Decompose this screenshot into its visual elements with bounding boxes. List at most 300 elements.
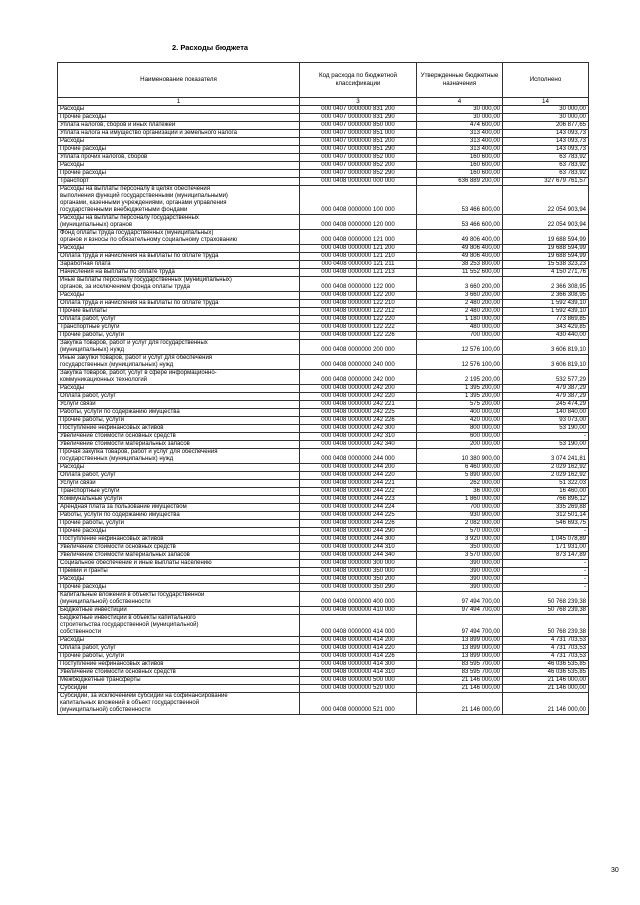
- table-row: [58, 230, 589, 245]
- row-code: 000 0408 0000000 242 310: [300, 433, 417, 441]
- row-name: Заработная плата: [58, 261, 300, 269]
- row-code: 000 0408 0000000 410 000: [300, 607, 417, 615]
- row-executed: 143 093,73: [503, 146, 589, 154]
- row-executed: 327 679 761,57: [503, 178, 589, 186]
- row-code: 000 0408 0000000 414 220: [300, 645, 417, 653]
- row-code: 000 0408 0000000 244 221: [300, 480, 417, 488]
- row-executed: 140 840,00: [503, 409, 589, 417]
- table-row: [58, 560, 589, 568]
- row-code: 000 0408 0000000 414 000: [300, 615, 417, 637]
- page-number: 30: [611, 867, 619, 874]
- row-code: 000 0408 0000000 122 220: [300, 316, 417, 324]
- row-approved: 3 570 000,00: [417, 552, 503, 560]
- row-code: 000 0408 0000000 121 210: [300, 253, 417, 261]
- row-code: 000 0407 0000000 851 290: [300, 146, 417, 154]
- row-executed: 50 768 239,38: [503, 615, 589, 637]
- row-name: Оплата работ, услуг: [58, 472, 300, 480]
- row-name: Уплата прочих налогов, сборов: [58, 154, 300, 162]
- row-executed: 19 688 594,99: [503, 253, 589, 261]
- row-code: 000 0407 0000000 852 200: [300, 162, 417, 170]
- row-approved: 11 552 600,00: [417, 269, 503, 277]
- row-approved: 30 000,00: [417, 106, 503, 114]
- row-executed: 21 146 000,00: [503, 677, 589, 685]
- row-approved: 2 082 000,00: [417, 520, 503, 528]
- row-code: 000 0408 0000000 242 226: [300, 417, 417, 425]
- table-row: [58, 122, 589, 130]
- row-name: Межбюджетные трансферты: [58, 677, 300, 685]
- table-row: [58, 669, 589, 677]
- row-approved: 49 806 400,00: [417, 253, 503, 261]
- row-approved: 262 000,00: [417, 480, 503, 488]
- row-approved: 480 000,00: [417, 324, 503, 332]
- row-code: 000 0408 0000000 244 000: [300, 449, 417, 464]
- row-executed: 873 147,89: [503, 552, 589, 560]
- row-name: Прочие расходы: [58, 170, 300, 178]
- row-executed: 46 036 535,85: [503, 661, 589, 669]
- row-name: Увеличение стоимости основных средств: [58, 433, 300, 441]
- section-title: 2. Расходы бюджета: [172, 43, 249, 52]
- row-code: 000 0408 0000000 414 310: [300, 669, 417, 677]
- table-row: [58, 300, 589, 308]
- row-name: Закупка товаров, работ и услуг для государственных (муниципальных) нужд: [58, 340, 300, 355]
- row-approved: 1 860 000,00: [417, 496, 503, 504]
- row-approved: 390 000,00: [417, 568, 503, 576]
- row-executed: 479 387,29: [503, 393, 589, 401]
- row-executed: -: [503, 433, 589, 441]
- table-row: [58, 106, 589, 114]
- row-code: 000 0408 0000000 122 200: [300, 292, 417, 300]
- row-executed: 143 093,73: [503, 130, 589, 138]
- row-approved: 21 146 000,00: [417, 677, 503, 685]
- row-name: Увеличение стоимости материальных запасов: [58, 441, 300, 449]
- row-name: Увеличение стоимости основных средств: [58, 669, 300, 677]
- row-executed: 53 190,00: [503, 441, 589, 449]
- row-approved: 13 899 000,00: [417, 645, 503, 653]
- row-executed: 63 783,92: [503, 154, 589, 162]
- row-code: 000 0408 0000000 200 000: [300, 340, 417, 355]
- row-approved: 313 400,00: [417, 138, 503, 146]
- row-executed: 15 538 323,23: [503, 261, 589, 269]
- row-executed: 245 474,29: [503, 401, 589, 409]
- table-row: [58, 464, 589, 472]
- colnum-name: 1: [58, 98, 300, 106]
- row-approved: 2 480 200,00: [417, 300, 503, 308]
- row-name: Оплата труда и начисления на выплаты по оплате труда: [58, 253, 300, 261]
- row-name: Иные закупки товаров, работ и услуг для обеспечения государственных (муниципальных) нужд: [58, 355, 300, 370]
- table-row: [58, 138, 589, 146]
- row-code: 000 0408 0000000 414 200: [300, 637, 417, 645]
- row-code: 000 0407 0000000 851 000: [300, 130, 417, 138]
- table-row: [58, 162, 589, 170]
- row-name: Расходы: [58, 106, 300, 114]
- row-code: 000 0408 0000000 242 340: [300, 441, 417, 449]
- row-executed: 773 869,85: [503, 316, 589, 324]
- row-name: Прочие работы, услуги: [58, 417, 300, 425]
- row-approved: 636 889 200,00: [417, 178, 503, 186]
- row-approved: 575 200,00: [417, 401, 503, 409]
- row-name: Уплата налога на имущество организаций и земельного налога: [58, 130, 300, 138]
- row-name: Премии и гранты: [58, 568, 300, 576]
- row-code: 000 0408 0000000 121 211: [300, 261, 417, 269]
- table-row: [58, 409, 589, 417]
- row-approved: 2 195 200,00: [417, 370, 503, 385]
- row-approved: 83 595 700,00: [417, 661, 503, 669]
- row-executed: 143 093,73: [503, 138, 589, 146]
- row-approved: 13 899 000,00: [417, 637, 503, 645]
- table-row: [58, 215, 589, 230]
- row-approved: 160 600,00: [417, 154, 503, 162]
- row-executed: 4 150 271,76: [503, 269, 589, 277]
- row-approved: 97 494 700,00: [417, 607, 503, 615]
- row-name: Арендная плата за пользование имуществом: [58, 504, 300, 512]
- row-code: 000 0408 0000000 121 213: [300, 269, 417, 277]
- table-row: [58, 615, 589, 637]
- row-approved: 36 000,00: [417, 488, 503, 496]
- row-executed: 19 688 594,99: [503, 245, 589, 253]
- row-code: 000 0408 0000000 244 200: [300, 464, 417, 472]
- row-code: 000 0408 0000000 244 226: [300, 520, 417, 528]
- colnum-approved: 4: [417, 98, 503, 106]
- row-approved: 570 000,00: [417, 528, 503, 536]
- table-row: [58, 520, 589, 528]
- table-row: [58, 114, 589, 122]
- row-approved: 97 494 700,00: [417, 615, 503, 637]
- column-number-row: [58, 98, 589, 106]
- row-executed: 430 440,00: [503, 332, 589, 340]
- row-code: 000 0408 0000000 350 200: [300, 576, 417, 584]
- row-executed: 53 190,00: [503, 425, 589, 433]
- row-name: Прочие работы, услуги: [58, 520, 300, 528]
- table-row: [58, 528, 589, 536]
- row-approved: 97 494 700,00: [417, 592, 503, 607]
- table-row: [58, 441, 589, 449]
- row-approved: 12 576 100,00: [417, 340, 503, 355]
- row-executed: 312 501,14: [503, 512, 589, 520]
- row-executed: 1 592 439,10: [503, 300, 589, 308]
- row-name: Капитальные вложения в объекты государственной (муниципальной) собственности: [58, 592, 300, 607]
- row-code: 000 0408 0000000 120 000: [300, 215, 417, 230]
- row-code: 000 0408 0000000 242 200: [300, 385, 417, 393]
- row-executed: 16 460,00: [503, 488, 589, 496]
- row-code: 000 0407 0000000 831 200: [300, 106, 417, 114]
- row-name: Закупка товаров, работ, услуг в сфере информационно- коммуникационных технологий: [58, 370, 300, 385]
- row-executed: -: [503, 568, 589, 576]
- row-approved: 800 000,00: [417, 425, 503, 433]
- row-code: 000 0407 0000000 850 000: [300, 122, 417, 130]
- colnum-code: 3: [300, 98, 417, 106]
- row-approved: 160 600,00: [417, 162, 503, 170]
- row-executed: 21 146 000,00: [503, 693, 589, 715]
- row-code: 000 0408 0000000 244 222: [300, 488, 417, 496]
- row-approved: 3 660 200,00: [417, 292, 503, 300]
- row-code: 000 0407 0000000 831 290: [300, 114, 417, 122]
- table-row: [58, 154, 589, 162]
- row-executed: 30 000,00: [503, 106, 589, 114]
- row-name: Оплата труда и начисления на выплаты по оплате труда: [58, 300, 300, 308]
- row-name: Транспортные услуги: [58, 488, 300, 496]
- table-row: [58, 544, 589, 552]
- header-executed: Исполнено: [503, 63, 589, 98]
- row-name: Работы, услуги по содержанию имущества: [58, 512, 300, 520]
- row-code: 000 0408 0000000 244 300: [300, 536, 417, 544]
- row-approved: 49 806 400,00: [417, 230, 503, 245]
- table-row: [58, 308, 589, 316]
- row-approved: 49 806 400,00: [417, 245, 503, 253]
- row-executed: 63 783,92: [503, 162, 589, 170]
- row-name: Транспорт: [58, 178, 300, 186]
- table-row: [58, 178, 589, 186]
- table-row: [58, 417, 589, 425]
- row-name: Оплата работ, услуг: [58, 645, 300, 653]
- row-approved: 10 380 900,00: [417, 449, 503, 464]
- row-name: Прочие работы, услуги: [58, 332, 300, 340]
- row-executed: 335 269,88: [503, 504, 589, 512]
- row-executed: 766 896,12: [503, 496, 589, 504]
- table-row: [58, 576, 589, 584]
- row-code: 000 0407 0000000 851 200: [300, 138, 417, 146]
- row-approved: 53 466 600,00: [417, 215, 503, 230]
- row-name: Расходы: [58, 292, 300, 300]
- row-executed: 93 073,00: [503, 417, 589, 425]
- row-executed: 63 783,92: [503, 170, 589, 178]
- row-name: Расходы на выплаты персоналу в целях обеспечения выполнения функций государственными (муниципальными) органами, казенными учреждениями, органами управления государственными внебюджетными фондами: [58, 186, 300, 215]
- row-code: 000 0408 0000000 100 000: [300, 186, 417, 215]
- row-name: Оплата работ, услуг: [58, 393, 300, 401]
- row-executed: 21 146 000,00: [503, 685, 589, 693]
- row-name: Транспортные услуги: [58, 324, 300, 332]
- table-row: [58, 370, 589, 385]
- table-row: [58, 261, 589, 269]
- row-executed: -: [503, 576, 589, 584]
- row-approved: 21 146 000,00: [417, 693, 503, 715]
- row-code: 000 0408 0000000 244 225: [300, 512, 417, 520]
- row-name: Услуги связи: [58, 401, 300, 409]
- table-row: [58, 340, 589, 355]
- row-name: Расходы: [58, 385, 300, 393]
- table-row: [58, 607, 589, 615]
- row-executed: 206 877,65: [503, 122, 589, 130]
- row-code: 000 0408 0000000 244 290: [300, 528, 417, 536]
- row-name: Расходы: [58, 464, 300, 472]
- table-row: [58, 385, 589, 393]
- table-row: [58, 433, 589, 441]
- row-approved: 1 395 200,00: [417, 385, 503, 393]
- colnum-executed: 14: [503, 98, 589, 106]
- table-row: [58, 425, 589, 433]
- row-approved: 350 000,00: [417, 544, 503, 552]
- row-approved: 12 576 100,00: [417, 355, 503, 370]
- table-row: [58, 480, 589, 488]
- row-name: Бюджетные инвестиции в объекты капитального строительства государственной (муниципальной) собственности: [58, 615, 300, 637]
- row-name: Фонд оплаты труда государственных (муниципальных) органов и взносы по обязательному социальному страхованию: [58, 230, 300, 245]
- row-code: 000 0408 0000000 242 220: [300, 393, 417, 401]
- row-code: 000 0408 0000000 000 000: [300, 178, 417, 186]
- row-code: 000 0408 0000000 521 000: [300, 693, 417, 715]
- row-approved: 400 000,00: [417, 409, 503, 417]
- row-executed: -: [503, 528, 589, 536]
- row-code: 000 0408 0000000 122 222: [300, 324, 417, 332]
- row-name: Увеличение стоимости основных средств: [58, 544, 300, 552]
- row-approved: 83 595 700,00: [417, 669, 503, 677]
- header-approved: Утвержденные бюджетные назначения: [417, 63, 503, 98]
- row-code: 000 0408 0000000 242 225: [300, 409, 417, 417]
- table-row: [58, 536, 589, 544]
- row-executed: 2 029 162,92: [503, 472, 589, 480]
- row-code: 000 0408 0000000 122 226: [300, 332, 417, 340]
- row-approved: 390 000,00: [417, 576, 503, 584]
- row-code: 000 0408 0000000 414 226: [300, 653, 417, 661]
- row-name: Бюджетные инвестиции: [58, 607, 300, 615]
- table-row: [58, 130, 589, 138]
- table-row: [58, 393, 589, 401]
- row-executed: 3 606 819,10: [503, 340, 589, 355]
- table-row: [58, 316, 589, 324]
- row-name: Прочие расходы: [58, 584, 300, 592]
- table-row: [58, 186, 589, 215]
- header-name: Наименование показателя: [58, 63, 300, 98]
- row-executed: 46 036 535,85: [503, 669, 589, 677]
- row-executed: 3 606 819,10: [503, 355, 589, 370]
- row-executed: 546 693,75: [503, 520, 589, 528]
- row-name: Прочие работы, услуги: [58, 653, 300, 661]
- row-name: Коммунальные услуги: [58, 496, 300, 504]
- row-approved: 3 920 000,00: [417, 536, 503, 544]
- row-name: Работы, услуги по содержанию имущества: [58, 409, 300, 417]
- row-approved: 700 000,00: [417, 504, 503, 512]
- table-header-row: [58, 63, 589, 98]
- row-code: 000 0408 0000000 244 224: [300, 504, 417, 512]
- row-code: 000 0408 0000000 121 200: [300, 245, 417, 253]
- table-body: [58, 106, 589, 715]
- table-row: [58, 645, 589, 653]
- row-executed: 22 054 903,94: [503, 186, 589, 215]
- row-code: 000 0408 0000000 244 310: [300, 544, 417, 552]
- table-row: [58, 277, 589, 292]
- row-name: Иные выплаты персоналу государственных (муниципальных) органов, за исключением фонда оплаты труда: [58, 277, 300, 292]
- row-approved: 200 000,00: [417, 441, 503, 449]
- row-approved: 5 890 900,00: [417, 472, 503, 480]
- row-executed: 22 054 903,94: [503, 215, 589, 230]
- row-executed: 4 731 703,53: [503, 645, 589, 653]
- table-row: [58, 552, 589, 560]
- row-code: 000 0407 0000000 852 000: [300, 154, 417, 162]
- row-executed: 50 768 239,38: [503, 607, 589, 615]
- table-row: [58, 592, 589, 607]
- table-row: [58, 332, 589, 340]
- table-row: [58, 504, 589, 512]
- row-approved: 390 000,00: [417, 560, 503, 568]
- table-row: [58, 324, 589, 332]
- table-row: [58, 472, 589, 480]
- table-row: [58, 253, 589, 261]
- row-code: 000 0408 0000000 414 300: [300, 661, 417, 669]
- table-row: [58, 584, 589, 592]
- row-executed: -: [503, 560, 589, 568]
- row-executed: 4 731 703,53: [503, 653, 589, 661]
- row-executed: -: [503, 584, 589, 592]
- row-code: 000 0408 0000000 244 223: [300, 496, 417, 504]
- row-approved: 313 400,00: [417, 146, 503, 154]
- row-executed: 2 366 308,95: [503, 277, 589, 292]
- row-executed: 4 731 703,53: [503, 637, 589, 645]
- row-code: 000 0408 0000000 122 212: [300, 308, 417, 316]
- row-approved: 930 900,00: [417, 512, 503, 520]
- row-code: 000 0408 0000000 121 000: [300, 230, 417, 245]
- row-executed: 51 322,03: [503, 480, 589, 488]
- row-approved: 420 000,00: [417, 417, 503, 425]
- table-row: [58, 661, 589, 669]
- table-row: [58, 685, 589, 693]
- row-name: Оплата работ, услуг: [58, 316, 300, 324]
- row-executed: 1 045 078,89: [503, 536, 589, 544]
- row-approved: 600 000,00: [417, 433, 503, 441]
- row-approved: 1 180 000,00: [417, 316, 503, 324]
- row-executed: 50 768 239,38: [503, 592, 589, 607]
- row-name: Субсидии: [58, 685, 300, 693]
- table-row: [58, 653, 589, 661]
- row-code: 000 0408 0000000 244 220: [300, 472, 417, 480]
- row-code: 000 0408 0000000 242 221: [300, 401, 417, 409]
- row-executed: 2 366 308,95: [503, 292, 589, 300]
- row-approved: 38 253 800,00: [417, 261, 503, 269]
- row-name: Поступление нефинансовых активов: [58, 425, 300, 433]
- row-name: Субсидии, за исключением субсидий на софинансирование капитальных вложений в объект государственной (муниципальной) собственности: [58, 693, 300, 715]
- budget-expenses-table: [57, 62, 589, 715]
- row-code: 000 0408 0000000 500 000: [300, 677, 417, 685]
- row-code: 000 0408 0000000 520 000: [300, 685, 417, 693]
- row-executed: 19 688 594,99: [503, 230, 589, 245]
- row-executed: 30 000,00: [503, 114, 589, 122]
- row-approved: 160 600,00: [417, 170, 503, 178]
- row-name: Услуги связи: [58, 480, 300, 488]
- table-row: [58, 637, 589, 645]
- row-code: 000 0408 0000000 240 000: [300, 355, 417, 370]
- row-approved: 21 146 000,00: [417, 685, 503, 693]
- row-code: 000 0408 0000000 350 290: [300, 584, 417, 592]
- row-name: Расходы: [58, 162, 300, 170]
- table-row: [58, 292, 589, 300]
- row-code: 000 0408 0000000 244 340: [300, 552, 417, 560]
- table-row: [58, 568, 589, 576]
- row-executed: 532 577,29: [503, 370, 589, 385]
- row-approved: 700 000,00: [417, 332, 503, 340]
- row-approved: 3 660 200,00: [417, 277, 503, 292]
- row-code: 000 0408 0000000 400 000: [300, 592, 417, 607]
- row-name: Прочие расходы: [58, 528, 300, 536]
- row-executed: 3 074 241,81: [503, 449, 589, 464]
- row-approved: 390 000,00: [417, 584, 503, 592]
- row-executed: 1 592 439,10: [503, 308, 589, 316]
- row-approved: 474 600,00: [417, 122, 503, 130]
- row-name: Прочие расходы: [58, 146, 300, 154]
- row-code: 000 0408 0000000 300 000: [300, 560, 417, 568]
- row-approved: 1 395 200,00: [417, 393, 503, 401]
- row-executed: 171 931,00: [503, 544, 589, 552]
- table-row: [58, 355, 589, 370]
- row-executed: 479 387,29: [503, 385, 589, 393]
- table-row: [58, 146, 589, 154]
- row-approved: 53 466 600,00: [417, 186, 503, 215]
- row-approved: 2 480 200,00: [417, 308, 503, 316]
- row-code: 000 0408 0000000 122 210: [300, 300, 417, 308]
- row-approved: 30 000,00: [417, 114, 503, 122]
- table-row: [58, 693, 589, 715]
- row-code: 000 0408 0000000 350 000: [300, 568, 417, 576]
- row-name: Расходы: [58, 138, 300, 146]
- table-row: [58, 170, 589, 178]
- table-row: [58, 512, 589, 520]
- row-name: Расходы на выплаты персоналу государственных (муниципальных) органов: [58, 215, 300, 230]
